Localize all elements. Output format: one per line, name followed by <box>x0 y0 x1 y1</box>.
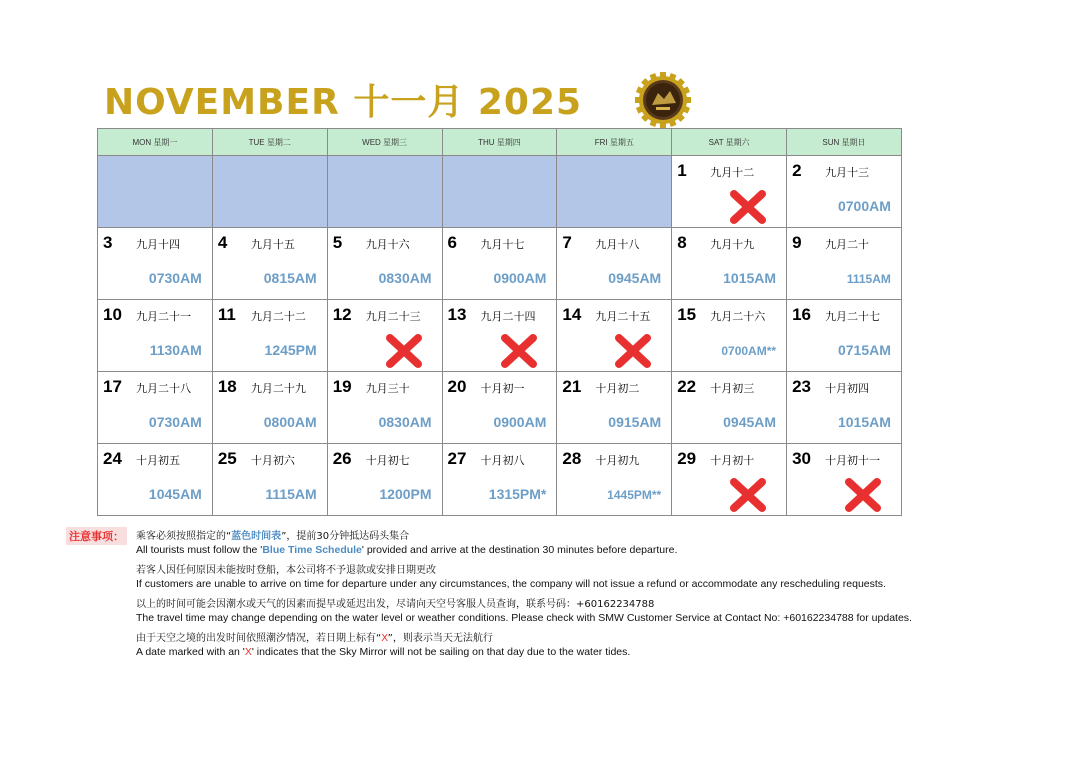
calendar-week-row <box>98 156 902 228</box>
departure-time: 0700AM <box>837 198 891 214</box>
day-cell <box>212 372 327 444</box>
day-number: 14 <box>562 305 582 324</box>
departure-time: 1015AM <box>837 414 891 430</box>
day-number: 17 <box>103 377 122 396</box>
lunar-date: 十月初四 <box>825 382 870 395</box>
day-cell <box>212 228 327 300</box>
day-cell <box>672 156 787 228</box>
day-number: 22 <box>677 377 697 396</box>
note-text: 若客人因任何原因未能按时登船，本公司将不予退款或安排日期更改 <box>136 565 436 576</box>
cancelled-x-icon <box>386 334 422 368</box>
lunar-date: 九月二十九 <box>250 382 306 395</box>
weekday-header: FRI 星期五 <box>557 129 672 156</box>
note-line <box>136 527 409 542</box>
lunar-date: 九月十二 <box>710 166 755 179</box>
calendar-week-row <box>98 228 902 300</box>
weekday-header-row <box>98 129 902 156</box>
day-cell <box>212 300 327 372</box>
departure-time: 1200PM <box>379 486 432 502</box>
lunar-date: 九月二十四 <box>480 310 536 323</box>
note-text: ”，则表示当天无法航行 <box>387 633 493 644</box>
day-cell <box>442 300 557 372</box>
day-cell <box>442 372 557 444</box>
note-text: A date marked with an ' <box>136 646 245 658</box>
day-number: 16 <box>792 305 811 324</box>
gear-emblem-icon <box>634 71 692 129</box>
lunar-date: 九月十九 <box>710 238 755 251</box>
day-number: 29 <box>677 449 697 468</box>
note-text: All tourists must follow the ' <box>136 544 263 556</box>
note-highlight: X <box>381 633 388 644</box>
departure-time: 1015AM <box>723 270 777 286</box>
day-number: 23 <box>792 377 811 396</box>
day-cell <box>98 228 213 300</box>
cancelled-x-icon <box>730 478 766 512</box>
day-number: 20 <box>447 377 467 396</box>
day-cell <box>327 444 442 516</box>
day-number: 8 <box>677 233 687 252</box>
lunar-date: 九月二十六 <box>710 310 766 323</box>
departure-time: 0715AM <box>837 342 891 358</box>
day-cell <box>98 300 213 372</box>
day-number: 4 <box>217 233 228 252</box>
calendar-week-row <box>98 372 902 444</box>
cancelled-x-icon <box>615 334 651 368</box>
day-cell <box>98 372 213 444</box>
note-highlight: X <box>244 646 252 658</box>
lunar-date: 九月二十八 <box>136 382 191 395</box>
lunar-date: 九月十六 <box>365 238 410 251</box>
note-text: 由于天空之境的出发时间依照潮汐情况，若日期上标有“ <box>136 633 382 644</box>
day-number: 28 <box>562 449 582 468</box>
day-cell <box>557 228 672 300</box>
day-cell <box>327 300 442 372</box>
day-number: 6 <box>447 233 457 252</box>
note-text: ' indicates that the Sky Mirror will not be sailing on that day due to the water tides. <box>251 646 631 658</box>
empty-day-cell <box>327 156 442 228</box>
lunar-date: 九月二十一 <box>136 310 191 323</box>
departure-time: 1245PM <box>264 342 317 358</box>
day-cell <box>787 228 902 300</box>
lunar-date: 十月初九 <box>595 454 640 467</box>
note-text: ' provided and arrive at the destination 30 minutes before departure. <box>361 544 678 556</box>
note-text: ”，提前30分钟抵达码头集合 <box>281 531 410 542</box>
note-line <box>136 629 493 644</box>
day-number: 11 <box>217 305 236 324</box>
lunar-date: 九月十八 <box>595 238 640 251</box>
notes-label: 注意事项： <box>66 527 127 545</box>
lunar-date: 九月十五 <box>250 238 295 251</box>
note-line <box>136 595 654 610</box>
lunar-date: 十月初六 <box>250 454 295 467</box>
day-number: 13 <box>447 305 467 324</box>
day-number: 1 <box>677 161 687 180</box>
day-number: 24 <box>103 449 122 468</box>
lunar-date: 十月初八 <box>480 454 525 467</box>
weekday-header: TUE 星期二 <box>212 129 327 156</box>
day-cell <box>672 444 787 516</box>
calendar-grid <box>97 128 902 516</box>
departure-time: 0730AM <box>148 270 202 286</box>
note-line <box>136 544 677 556</box>
day-number: 5 <box>332 233 343 252</box>
departure-time: 0800AM <box>263 414 317 430</box>
day-cell <box>327 372 442 444</box>
calendar-week-row <box>98 444 902 516</box>
weekday-header: SUN 星期日 <box>787 129 902 156</box>
note-text: If customers are unable to arrive on time for departure under any circumstances, the company will not issue a refund or accommodate any rescheduling requests. <box>136 578 886 590</box>
day-number: 15 <box>677 305 697 324</box>
departure-time: 1315PM* <box>488 486 547 502</box>
departure-time: 0900AM <box>493 414 547 430</box>
day-number: 30 <box>792 449 811 468</box>
lunar-date: 九月二十二 <box>250 310 306 323</box>
day-number: 3 <box>103 233 113 252</box>
note-highlight: Blue Time Schedule <box>262 544 362 556</box>
lunar-date: 九月十三 <box>825 166 870 179</box>
note-text: The travel time may change depending on the water level or weather conditions. Please check with SMW Customer Service at Contact No: +60162234788 for updates. <box>136 612 912 624</box>
page-title: NOVEMBER 十一月 2025 <box>104 82 583 123</box>
departure-time: 0915AM <box>608 414 662 430</box>
departure-time: 1130AM <box>149 342 202 358</box>
lunar-date: 十月初十一 <box>825 454 881 467</box>
lunar-date: 九月十四 <box>136 238 180 251</box>
day-cell <box>672 228 787 300</box>
empty-day-cell <box>98 156 213 228</box>
day-number: 25 <box>217 449 237 468</box>
lunar-date: 十月初一 <box>480 382 525 395</box>
departure-time: 1115AM <box>265 486 317 502</box>
departure-time: 0830AM <box>378 270 432 286</box>
lunar-date: 十月初三 <box>710 382 755 395</box>
day-number: 2 <box>792 161 802 180</box>
note-line <box>136 612 912 624</box>
departure-time: 0830AM <box>378 414 432 430</box>
departure-time: 0900AM <box>493 270 547 286</box>
day-cell <box>557 300 672 372</box>
weekday-header: THU 星期四 <box>442 129 557 156</box>
departure-time: 0700AM** <box>721 344 777 358</box>
lunar-date: 九月二十五 <box>595 310 651 323</box>
lunar-date: 十月初七 <box>365 454 410 467</box>
day-number: 19 <box>332 377 352 396</box>
day-number: 21 <box>562 377 582 396</box>
cancelled-x-icon <box>845 478 881 512</box>
day-cell <box>98 444 213 516</box>
cancelled-x-icon <box>730 190 766 224</box>
day-number: 9 <box>792 233 802 252</box>
day-cell <box>672 300 787 372</box>
weekday-header: SAT 星期六 <box>672 129 787 156</box>
day-cell <box>212 444 327 516</box>
departure-time: 1045AM <box>148 486 202 502</box>
lunar-date: 九月二十七 <box>825 310 881 323</box>
weekday-header: MON 星期一 <box>98 129 213 156</box>
day-cell <box>442 228 557 300</box>
lunar-date: 十月初五 <box>136 454 180 467</box>
day-cell <box>442 444 557 516</box>
note-text: 乘客必须按照指定的“ <box>136 531 232 542</box>
departure-time: 0945AM <box>608 270 662 286</box>
lunar-date: 九月十七 <box>480 238 525 251</box>
day-cell <box>672 372 787 444</box>
day-cell <box>557 444 672 516</box>
day-cell <box>557 372 672 444</box>
empty-day-cell <box>557 156 672 228</box>
departure-time: 0815AM <box>263 270 317 286</box>
day-number: 18 <box>217 377 237 396</box>
day-cell <box>787 372 902 444</box>
note-line <box>136 646 630 658</box>
calendar-week-row <box>98 300 902 372</box>
lunar-date: 十月初十 <box>710 454 755 467</box>
note-line <box>136 561 436 576</box>
lunar-date: 九月二十 <box>825 238 870 251</box>
day-cell <box>787 444 902 516</box>
weekday-header: WED 星期三 <box>327 129 442 156</box>
note-text: 以上的时间可能会因潮水或天气的因素而提早或延迟出发，尽请向天空号客服人员查询，联系号码：+60162234788 <box>136 599 655 610</box>
day-number: 10 <box>103 305 122 324</box>
departure-time: 1445PM** <box>607 488 662 502</box>
day-number: 7 <box>562 233 572 252</box>
cancelled-x-icon <box>501 334 537 368</box>
empty-day-cell <box>212 156 327 228</box>
departure-time: 0730AM <box>148 414 202 430</box>
departure-time: 1115AM <box>846 272 891 286</box>
day-cell <box>787 156 902 228</box>
day-number: 26 <box>332 449 352 468</box>
day-cell <box>327 228 442 300</box>
note-highlight: 蓝色时间表 <box>231 531 282 542</box>
day-cell <box>787 300 902 372</box>
departure-time: 0945AM <box>723 414 777 430</box>
day-number: 12 <box>332 305 352 324</box>
lunar-date: 九月三十 <box>365 382 410 395</box>
day-number: 27 <box>447 449 467 468</box>
lunar-date: 十月初二 <box>595 382 640 395</box>
empty-day-cell <box>442 156 557 228</box>
lunar-date: 九月二十三 <box>365 310 421 323</box>
note-line <box>136 578 886 590</box>
